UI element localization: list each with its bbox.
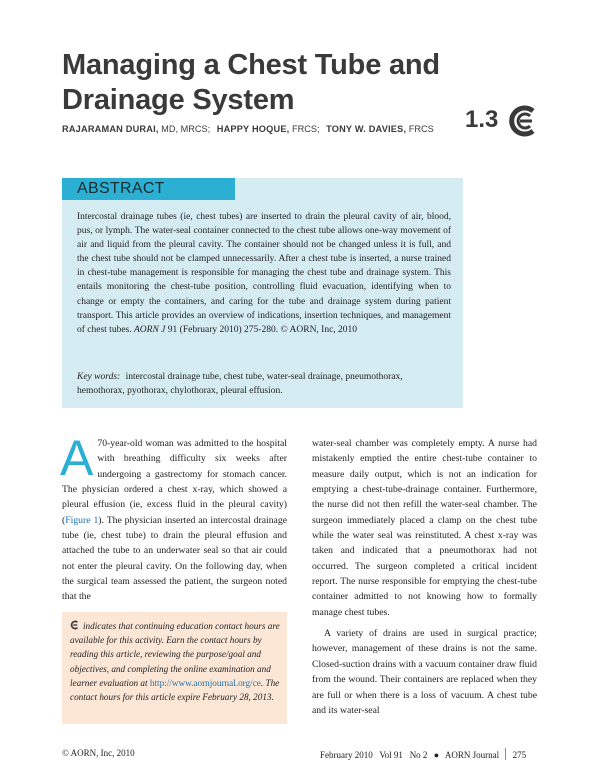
ce-note-box [62,612,287,724]
footer-journal: AORN Journal [444,750,500,760]
body-column-right [312,436,537,718]
continuing-education-icon [506,103,542,139]
abstract-box [62,178,463,408]
footer-issue: February 2010 [320,750,373,760]
body-text: ). The physician inserted an intercostal drainage tube (ie, chest tube) to drain the pleural effusion and attached the tube to an underwater seal so that air could not enter the pleural cavity. On the following day, when the surgical team assessed the patient, the surgeon noted that the [62,514,287,603]
ce-note-body-end: . The contact hours for this article expire February 28, 2013. [70,677,280,703]
drop-cap: A [60,430,94,486]
author-credentials: FRCS; [291,124,320,134]
article-title [62,48,462,118]
author-list [62,124,434,134]
citation-details: 91 (February 2010) 275-280. © AORN, Inc, 2010 [167,324,358,335]
author-name: HAPPY HOQUE, [216,124,290,134]
continuing-education-icon [70,620,80,630]
body-paragraph: water-seal chamber was completely empty. A nurse had mistakenly emptied the entire chest-tube container to measure daily output, which is not an indication for emptying a chest-tube-drainage container. Furthermore, the nurse did not then refill the water-seal chamber. The surgeon immediately placed a clamp on the chest tube while the water seal was reinstituted. A chest x-ray was taken and indicated that a pneumothorax had not occurred. The surgeon completed a critical incident report. The nurse responsible for emptying the chest-tube container admitted to not knowing how to formally manage chest tubes. [312,438,537,618]
page-number: 275 [512,750,527,760]
abstract-heading: ABSTRACT [77,180,165,197]
footer-divider [505,748,506,760]
keywords-list: intercostal drainage tube, chest tube, water-seal drainage, pneumothorax, hemothorax, pyothorax, chylothorax, pleural effusion. [77,372,403,396]
footer-bullet: ● [433,750,440,760]
abstract-text [77,210,451,337]
keywords [77,370,451,398]
footer-number: No 2 [409,750,428,760]
footer-volume: Vol 91 [379,750,403,760]
author-name: RAJARAMAN DURAI, [62,124,159,134]
contact-hours-credit: 1.3 [465,106,499,133]
author-name: TONY W. DAVIES, [326,124,407,134]
author-credentials: MD, MRCS; [161,124,211,134]
ce-note-text [70,619,282,704]
title-line-1: Managing a Chest Tube and [62,49,440,81]
body-paragraph: A variety of drains are used in surgical practice; however, management of these drains is not the same. Closed-suction drains with a vacuum container draw fluid from the wound. Their containers are replaced when they are full or when there is a loss of vacuum. A chest tube and its water-seal [312,628,537,716]
ce-note-body: indicates that continuing education contact hours are available for this activity. Earn the contact hours by reading this article, reviewing the purpose/goal and objectives, and completing the online examination and learner evaluation at [70,621,280,688]
figure-reference-link[interactable]: Figure 1 [65,514,99,526]
ce-url-link[interactable]: http://www.aornjournal.org/ce [149,677,261,688]
author-credentials: FRCS [408,124,434,134]
abstract-header [62,178,235,200]
body-column-left [60,430,287,605]
body-text: 70-year-old woman was admitted to the hospital with breathing difficulty six weeks after undergoing a gastrectomy for stomach cancer. The physician ordered a chest x-ray, which showed a pleural effusion (ie, excess fluid in the pleural cavity) ( [62,438,287,526]
abstract-body: Intercostal drainage tubes (ie, chest tubes) are inserted to drain the pleural cavity of air, blood, pus, or lymph. The water-seal container connected to the chest tube allows one-way movement of air and liquid from the pleural cavity. The container should not be changed unless it is full, and the chest tube should not be clamped unnecessarily. After a chest tube is inserted, a nurse trained in chest-tube management is responsible for managing the chest tube and drainage system. This entails monitoring the chest-tube position, controlling fluid evacuation, identifying when to change or empty the containers, and caring for the tube and drainage system during patient transport. This article provides an overview of indications, insertion techniques, and management of chest tubes. [77,212,451,335]
keywords-label: Key words: [77,372,121,382]
title-line-2: Drainage System [62,84,295,116]
footer-copyright: © AORN, Inc, 2010 [62,748,135,758]
citation-journal: AORN J [134,324,166,335]
footer-issue-info [320,748,526,760]
